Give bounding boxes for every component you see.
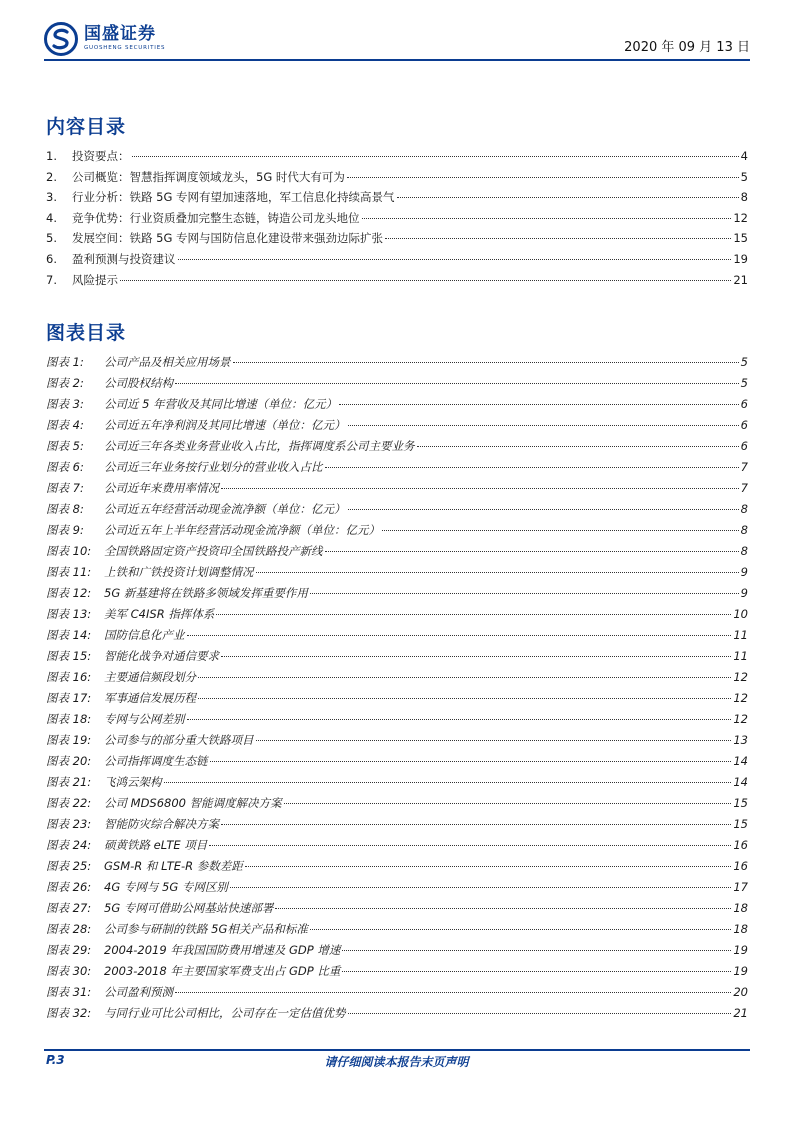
disclaimer-note: 请仔细阅读本报告末页声明 [324,1055,469,1069]
toc-page-number: 11 [733,628,748,642]
toc-entry-label: 图表 12: [46,586,92,600]
toc-entry-label: 图表 5: [46,439,84,453]
dot-leader [339,404,739,405]
dot-leader [325,551,739,552]
toc-entry-text: 风险提示 [72,272,118,287]
toc-entry-label: 图表 24: [46,838,92,852]
toc-entry-text: 公司概览：智慧指挥调度领域龙头，5G 时代大有可为 [72,169,345,184]
dot-leader [175,992,731,993]
toc-page-number: 10 [733,607,748,621]
toc-page-number: 11 [733,649,748,663]
dot-leader [164,782,732,783]
toc-entry-label: 2. [46,169,57,184]
toc-entry-label: 图表 28: [46,922,92,936]
figure-entry[interactable] [46,690,748,711]
dot-leader [221,824,731,825]
toc-page-number: 19 [733,964,748,978]
figure-entry[interactable] [46,564,748,585]
figure-entry[interactable] [46,795,748,816]
toc-page-number: 7 [740,460,748,474]
dot-leader [256,572,739,573]
toc-page-number: 5 [740,169,748,184]
toc-page-number: 16 [733,859,748,873]
toc-page-number: 4 [740,149,748,163]
toc-entry-label: 图表 32: [46,1006,92,1020]
toc-entry-text: 智能化战争对通信要求 [104,649,219,663]
toc-entry-text: 投资要点： [72,149,130,163]
figure-entry[interactable] [46,543,748,564]
toc-page-number: 19 [733,943,748,957]
toc-entry-text: 公司参与研制的铁路 5G相关产品和标准 [104,922,308,936]
dot-leader [221,488,739,489]
toc-entry-label: 图表 17: [46,691,92,705]
toc-entry-label: 1. [46,149,57,163]
toc-entry-label: 5. [46,231,57,246]
toc-entry-label: 7. [46,272,57,287]
dot-leader [175,383,739,384]
figure-entry[interactable] [46,354,748,375]
figure-entry[interactable] [46,396,748,417]
toc-entry-label: 图表 25: [46,859,92,873]
toc-page-number: 9 [740,586,748,600]
toc-entry-label: 图表 11: [46,565,92,579]
contents-list [46,148,748,292]
toc-page-number: 20 [733,985,748,999]
toc-entry-label: 图表 6: [46,460,84,474]
toc-entry-text: GSM-R 和 LTE-R 参数差距 [104,859,243,873]
dot-leader [221,656,731,657]
dot-leader [187,719,732,720]
toc-entry-text: 发展空间：铁路 5G 专网与国防信息化建设带来强劲边际扩张 [72,231,384,246]
dot-leader [187,635,732,636]
toc-entry-label: 图表 10: [46,544,92,558]
toc-page-number: 8 [740,523,748,537]
figure-entry[interactable] [46,942,748,963]
toc-entry-text: 与同行业可比公司相比，公司存在一定估值优势 [104,1006,346,1020]
contents-entry[interactable] [46,272,748,293]
figure-entry[interactable] [46,774,748,795]
toc-entry-label: 图表 16: [46,670,92,684]
dot-leader [198,677,731,678]
toc-page-number: 18 [733,901,748,915]
toc-entry-text: 公司指挥调度生态链 [104,754,208,768]
figure-entry[interactable] [46,963,748,984]
toc-entry-text: 盈利预测与投资建议 [72,251,176,266]
toc-page-number: 8 [740,544,748,558]
figure-entry[interactable] [46,732,748,753]
contents-title: 内容目录 [46,116,127,138]
toc-entry-text: 主要通信频段划分 [104,670,196,684]
toc-entry-label: 图表 9: [46,523,84,537]
dot-leader [348,509,739,510]
toc-page-number: 8 [740,502,748,516]
figure-entry[interactable] [46,585,748,606]
toc-entry-label: 4. [46,210,57,225]
dot-leader [132,156,739,157]
contents-entry[interactable] [46,230,748,251]
page-header [44,22,750,56]
toc-page-number: 12 [733,691,748,705]
figure-entry[interactable] [46,480,748,501]
toc-page-number: 12 [733,210,748,225]
figure-entry[interactable] [46,753,748,774]
dot-leader [347,177,739,178]
toc-entry-label: 图表 14: [46,628,92,642]
toc-entry-text: 美军 C4ISR 指挥体系 [104,607,215,621]
toc-entry-text: 国防信息化产业 [104,628,185,642]
toc-entry-label: 图表 15: [46,649,92,663]
figure-entry[interactable] [46,669,748,690]
dot-leader [310,929,731,930]
toc-entry-text: 硕黄铁路 eLTE 项目 [104,838,208,852]
toc-page-number: 15 [733,231,748,246]
toc-entry-text: 行业分析：铁路 5G 专网有望加速落地，军工信息化持续高景气 [72,190,395,205]
dot-leader [385,238,731,239]
toc-entry-text: 公司近年来费用率情况 [104,481,219,495]
toc-entry-text: 公司产品及相关应用场景 [104,355,231,369]
dot-leader [417,446,739,447]
dot-leader [310,593,739,594]
toc-entry-label: 图表 21: [46,775,92,789]
figure-entry[interactable] [46,879,748,900]
dot-leader [256,740,732,741]
toc-entry-text: 公司 MDS6800 智能调度解决方案 [104,796,282,810]
toc-entry-text: 5G 专网可借助公网基站快速部署 [104,901,274,915]
toc-entry-text: 专网与公网差别 [104,712,185,726]
toc-entry-label: 图表 29: [46,943,92,957]
contents-entry[interactable] [46,148,748,169]
toc-page-number: 18 [733,922,748,936]
toc-page-number: 15 [733,817,748,831]
toc-entry-text: 上铁和广铁投资计划调整情况 [104,565,254,579]
dot-leader [275,908,731,909]
figure-entry[interactable] [46,627,748,648]
figure-entry[interactable] [46,858,748,879]
guosheng-logo-icon [44,22,78,56]
toc-entry-text: 公司近五年净利润及其同比增速（单位：亿元） [104,418,346,432]
toc-page-number: 5 [740,376,748,390]
footer-divider [44,1049,750,1051]
toc-entry-text: 公司近五年上半年经营活动现金流净额（单位：亿元） [104,523,380,537]
toc-entry-label: 图表 1: [46,355,84,369]
toc-page-number: 9 [740,565,748,579]
toc-entry-text: 公司近三年业务按行业划分的营业收入占比 [104,460,323,474]
figure-entry[interactable] [46,501,748,522]
figure-entry[interactable] [46,438,748,459]
figure-entry[interactable] [46,711,748,732]
toc-page-number: 8 [740,190,748,205]
toc-page-number: 6 [740,418,748,432]
toc-entry-text: 竞争优势：行业资质叠加完整生态链，铸造公司龙头地位 [72,210,360,225]
toc-entry-label: 图表 8: [46,502,84,516]
figures-title: 图表目录 [46,322,127,344]
toc-entry-text: 全国铁路固定资产投资印全国铁路投产新线 [104,544,323,558]
figure-entry[interactable] [46,417,748,438]
header-divider [44,59,750,61]
dot-leader [348,1013,732,1014]
toc-page-number: 16 [733,838,748,852]
toc-page-number: 21 [733,1006,748,1020]
toc-entry-label: 图表 3: [46,397,84,411]
toc-entry-label: 图表 30: [46,964,92,978]
toc-entry-text: 公司股权结构 [104,376,173,390]
toc-entry-text: 4G 专网与 5G 专网区别 [104,880,228,894]
toc-entry-label: 图表 13: [46,607,92,621]
toc-entry-label: 3. [46,190,57,205]
dot-leader [382,530,739,531]
dot-leader [233,362,739,363]
report-date: 2020 年 09 月 13 日 [624,40,750,55]
dot-leader [120,280,731,281]
toc-entry-text: 飞鸿云架构 [104,775,162,789]
toc-entry-label: 图表 26: [46,880,92,894]
toc-entry-text: 公司盈利预测 [104,985,173,999]
toc-entry-text: 公司近三年各类业务营业收入占比，指挥调度系公司主要业务 [104,439,415,453]
dot-leader [362,218,732,219]
dot-leader [284,803,732,804]
page-number: P.3 [46,1053,65,1067]
toc-page-number: 21 [733,272,748,287]
dot-leader [230,887,731,888]
toc-entry-label: 图表 22: [46,796,92,810]
toc-entry-label: 6. [46,251,57,266]
dot-leader [342,971,731,972]
figure-entry[interactable] [46,522,748,543]
toc-page-number: 13 [733,733,748,747]
toc-entry-text: 5G 新基建将在铁路多领域发挥重要作用 [104,586,308,600]
dot-leader [245,866,732,867]
dot-leader [209,845,731,846]
toc-entry-label: 图表 7: [46,481,84,495]
figure-entry[interactable] [46,900,748,921]
toc-entry-label: 图表 23: [46,817,92,831]
toc-page-number: 15 [733,796,748,810]
contents-entry[interactable] [46,210,748,231]
toc-page-number: 7 [740,481,748,495]
toc-entry-text: 公司参与的部分重大铁路项目 [104,733,254,747]
figure-entry[interactable] [46,1005,748,1026]
figure-entry[interactable] [46,606,748,627]
contents-entry[interactable] [46,189,748,210]
toc-entry-text: 公司近 5 年营收及其同比增速（单位：亿元） [104,397,338,411]
toc-entry-label: 图表 2: [46,376,84,390]
toc-page-number: 12 [733,670,748,684]
toc-entry-text: 公司近五年经营活动现金流净额（单位：亿元） [104,502,346,516]
toc-entry-label: 图表 19: [46,733,92,747]
dot-leader [325,467,739,468]
dot-leader [342,950,731,951]
dot-leader [198,698,731,699]
toc-entry-label: 图表 31: [46,985,92,999]
toc-entry-label: 图表 4: [46,418,84,432]
figure-entry[interactable] [46,648,748,669]
dot-leader [210,761,732,762]
figure-entry[interactable] [46,816,748,837]
figure-entry[interactable] [46,375,748,396]
toc-entry-label: 图表 27: [46,901,92,915]
toc-page-number: 14 [733,754,748,768]
toc-page-number: 12 [733,712,748,726]
toc-page-number: 14 [733,775,748,789]
brand-name-cn: 国盛证券 [84,24,156,45]
figure-entry[interactable] [46,984,748,1005]
brand-name-en: GUOSHENG SECURITIES [84,45,166,52]
dot-leader [216,614,731,615]
toc-entry-text: 智能防灾综合解决方案 [104,817,219,831]
toc-page-number: 19 [733,251,748,266]
figure-entry[interactable] [46,837,748,858]
figures-list [46,354,748,1026]
dot-leader [348,425,739,426]
toc-entry-text: 2004-2019 年我国国防费用增速及 GDP 增速 [104,943,341,957]
contents-entry[interactable] [46,169,748,190]
toc-entry-label: 图表 18: [46,712,92,726]
toc-page-number: 17 [733,880,748,894]
figure-entry[interactable] [46,459,748,480]
dot-leader [397,197,739,198]
toc-entry-text: 军事通信发展历程 [104,691,196,705]
contents-entry[interactable] [46,251,748,272]
brand-logo [44,22,165,56]
dot-leader [178,259,732,260]
toc-entry-label: 图表 20: [46,754,92,768]
toc-page-number: 6 [740,439,748,453]
figure-entry[interactable] [46,921,748,942]
toc-page-number: 5 [740,355,748,369]
toc-page-number: 6 [740,397,748,411]
toc-entry-text: 2003-2018 年主要国家军费支出占 GDP 比重 [104,964,341,978]
